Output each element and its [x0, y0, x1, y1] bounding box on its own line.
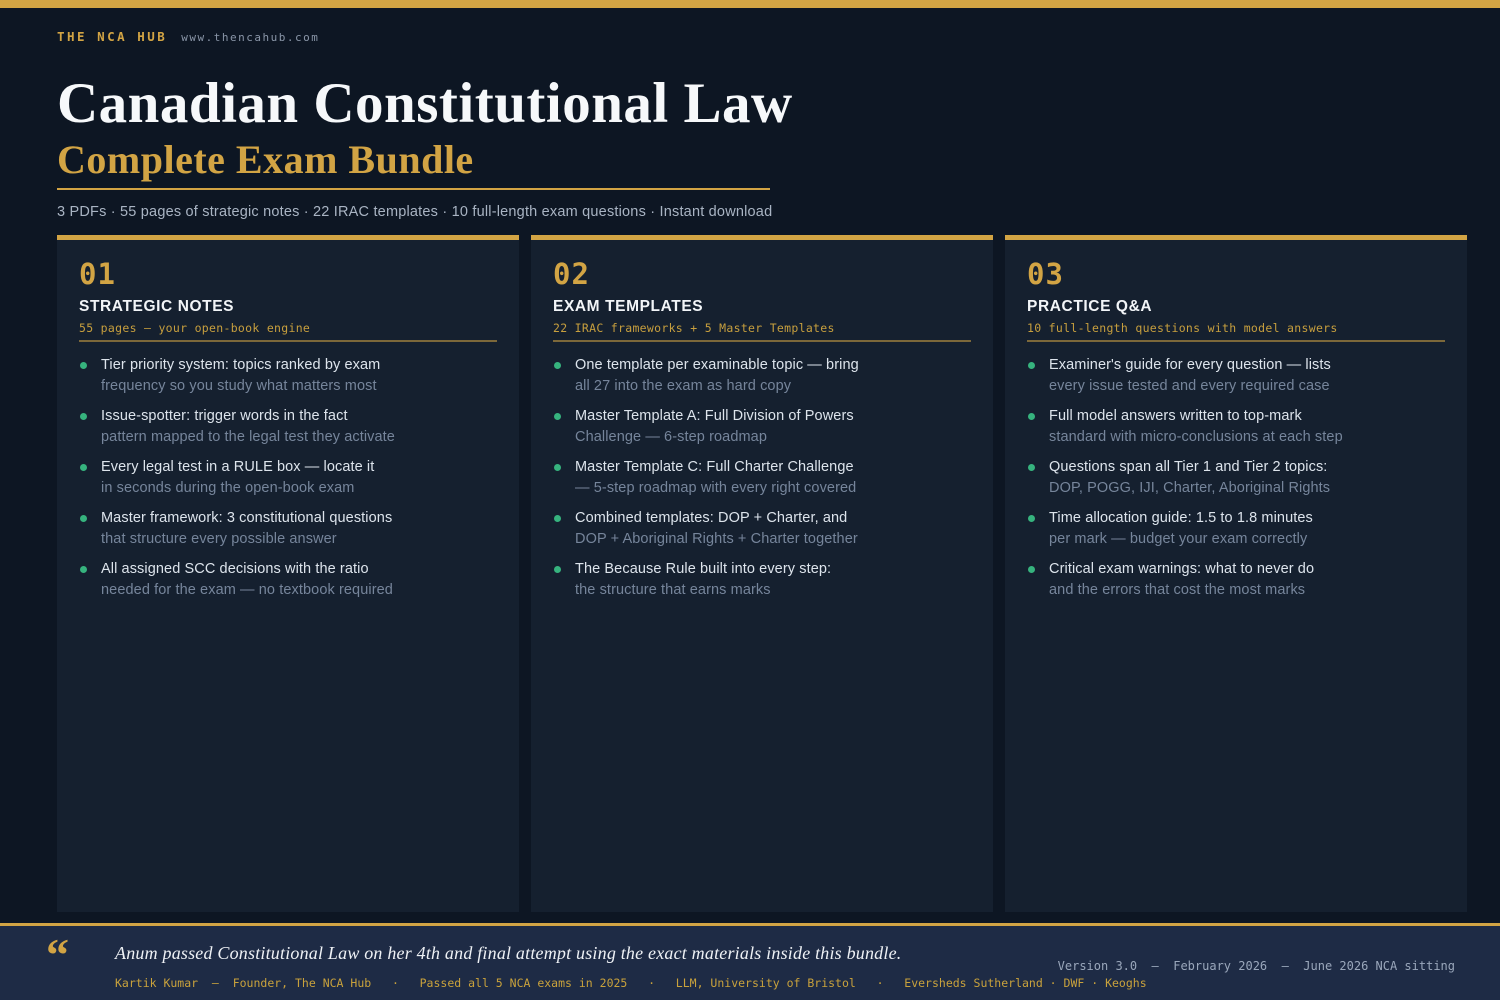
card-divider: [79, 340, 497, 342]
card-title: EXAM TEMPLATES: [553, 298, 704, 315]
brand-url-link[interactable]: www.thencahub.com: [181, 31, 320, 44]
list-item: [1027, 457, 1445, 499]
card-subtitle: 55 pages — your open-book engine: [79, 321, 311, 335]
list-item: [79, 355, 497, 397]
bullet-dot-icon: [1028, 413, 1035, 420]
bullet-line-1: All assigned SCC decisions with the ratio: [101, 560, 369, 577]
list-item: [79, 457, 497, 499]
bullet-dot-icon: [80, 413, 87, 420]
bullet-dot-icon: [554, 413, 561, 420]
list-item: [79, 559, 497, 601]
bullet-line-1: Examiner's guide for every question — lists: [1049, 356, 1331, 373]
card-number: 02: [553, 257, 590, 291]
quote-text: Anum passed Constitutional Law on her 4th and final attempt using the exact materials inside this bundle.: [115, 943, 902, 963]
bullet-dot-icon: [554, 515, 561, 522]
bullet-dot-icon: [554, 566, 561, 573]
list-item: [79, 508, 497, 550]
quote-attribution: Kartik Kumar — Founder, The NCA Hub · Passed all 5 NCA exams in 2025 · LLM, University of Bristol · Eversheds Sutherland · DWF · Keoghs: [115, 976, 1147, 990]
list-item: [1027, 508, 1445, 550]
page-header: [57, 8, 1467, 220]
bullet-line-2: that structure every possible answer: [101, 530, 337, 547]
quote-icon: “: [46, 929, 69, 980]
bullet-line-2: and the errors that cost the most marks: [1049, 581, 1306, 598]
bullet-line-2: in seconds during the open-book exam: [101, 479, 355, 496]
bullet-line-1: Combined templates: DOP + Charter, and: [575, 509, 848, 526]
bullet-dot-icon: [554, 464, 561, 471]
bullet-line-1: Every legal test in a RULE box — locate it: [101, 458, 375, 475]
bullet-line-2: Challenge — 6-step roadmap: [575, 428, 768, 445]
list-item: [553, 355, 971, 397]
card-title: PRACTICE Q&A: [1027, 298, 1153, 315]
bullet-line-1: Questions span all Tier 1 and Tier 2 topics:: [1049, 458, 1328, 475]
bullet-dot-icon: [80, 515, 87, 522]
card-number: 03: [1027, 257, 1064, 291]
card-divider: [1027, 340, 1445, 342]
bullet-dot-icon: [80, 362, 87, 369]
bullet-line-2: DOP, POGG, IJI, Charter, Aboriginal Rights: [1049, 479, 1331, 496]
bullet-line-2: frequency so you study what matters most: [101, 377, 377, 394]
bullet-list: [79, 355, 497, 601]
list-item: [553, 406, 971, 448]
card-practice-qa: [1005, 235, 1467, 912]
list-item: [553, 457, 971, 499]
bullet-list: [553, 355, 971, 601]
bullet-dot-icon: [1028, 515, 1035, 522]
bullet-line-1: One template per examinable topic — bring: [575, 356, 859, 373]
brand-name: THE NCA HUB: [57, 29, 168, 44]
card-exam-templates: [531, 235, 993, 912]
list-item: [1027, 406, 1445, 448]
bullet-dot-icon: [1028, 566, 1035, 573]
bullet-line-1: Time allocation guide: 1.5 to 1.8 minutes: [1049, 509, 1313, 526]
list-item: [1027, 355, 1445, 397]
bullet-line-2: needed for the exam — no textbook required: [101, 581, 393, 598]
bullet-line-2: pattern mapped to the legal test they activate: [101, 428, 395, 445]
version-info: Version 3.0 — February 2026 — June 2026 NCA sitting: [1057, 959, 1455, 973]
bullet-dot-icon: [80, 464, 87, 471]
list-item: [1027, 559, 1445, 601]
bullet-line-1: Issue-spotter: trigger words in the fact: [101, 407, 348, 424]
card-strategic-notes: [57, 235, 519, 912]
page-subtitle: Complete Exam Bundle: [57, 137, 474, 182]
footer: [0, 923, 1500, 1000]
brand-row: [57, 29, 1467, 44]
bullet-line-1: Master Template A: Full Division of Powers: [575, 407, 854, 424]
card-title: STRATEGIC NOTES: [79, 298, 235, 315]
bullet-line-1: Master framework: 3 constitutional questions: [101, 509, 393, 526]
bullet-line-2: standard with micro-conclusions at each step: [1049, 428, 1343, 445]
bullet-dot-icon: [80, 566, 87, 573]
card-divider: [553, 340, 971, 342]
card-number: 01: [79, 257, 116, 291]
meta-line: 3 PDFs · 55 pages of strategic notes · 22 IRAC templates · 10 full-length exam questions · Instant download: [57, 204, 773, 220]
bullet-line-2: DOP + Aboriginal Rights + Charter together: [575, 530, 858, 547]
bullet-line-2: — 5-step roadmap with every right covered: [575, 479, 857, 496]
cards-row: [57, 235, 1467, 912]
bullet-line-2: all 27 into the exam as hard copy: [575, 377, 792, 394]
bullet-dot-icon: [554, 362, 561, 369]
card-subtitle: 10 full-length questions with model answers: [1027, 321, 1338, 335]
bullet-list: [1027, 355, 1445, 601]
bullet-line-1: The Because Rule built into every step:: [575, 560, 832, 577]
card-subtitle: 22 IRAC frameworks + 5 Master Templates: [553, 321, 835, 335]
bullet-line-2: every issue tested and every required case: [1049, 377, 1330, 394]
page-title: Canadian Constitutional Law: [57, 72, 793, 135]
bullet-dot-icon: [1028, 362, 1035, 369]
bullet-line-1: Master Template C: Full Charter Challenge: [575, 458, 854, 475]
bullet-line-2: per mark — budget your exam correctly: [1049, 530, 1308, 547]
list-item: [79, 406, 497, 448]
bullet-dot-icon: [1028, 464, 1035, 471]
list-item: [553, 508, 971, 550]
bullet-line-2: the structure that earns marks: [575, 581, 771, 598]
bullet-line-1: Full model answers written to top-mark: [1049, 407, 1302, 424]
title-underline: [57, 188, 770, 190]
top-accent-bar: [0, 0, 1500, 8]
bullet-line-1: Critical exam warnings: what to never do: [1049, 560, 1315, 577]
list-item: [553, 559, 971, 601]
bullet-line-1: Tier priority system: topics ranked by exam: [101, 356, 381, 373]
